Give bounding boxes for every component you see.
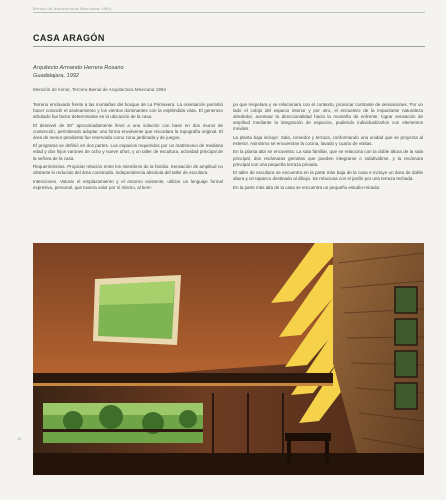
paragraph: Terreno enclavado frente a las montañas del bosque de La Primavera. La orientación permitió hacer coincidir el asoleamiento y los vientos dominantes con la espléndida vista. El generoso arbolado fue factor determinante en la ubicación de la casa. [33, 102, 223, 120]
paragraph: En la planta alta se encuentra: La sala familiar, que se relaciona con la doble altura de la sala principal, dos recámaras gemelas que pueden integrarse o subdividirse, y la recámara principal con una pequeña terraza privada. [233, 149, 423, 167]
architect-name: Arquitecto Armando Herrera Rosano [33, 65, 124, 71]
paragraph: Intenciones. Valorar el emplazamiento y el entorno existente, utilizar un lenguaje formal expresivo, personal, que tuviera valor por sí mismo, al tiem- [33, 178, 223, 190]
interior-photo [33, 243, 424, 475]
right-text-column [233, 102, 423, 193]
page-number: 19 [17, 436, 22, 441]
running-header: Bienal de Arquitectura Mexicana 1994 [33, 6, 112, 11]
paragraph: El desnivel de 30° aproximadamente llevó a una solución con base en dos muros de contención, permitiendo adoptar una forma envolvente que recordara la topografía original. El área de menor pendiente fue reservada como zona jardinada y de juegos. [33, 122, 223, 140]
paragraph: El taller de escultura se encuentra en la parte más baja de la casa e incluye un área de doble altura y un tapanco destinado al dibujo. Se relaciona con el jardín por una terraza techada. [233, 170, 423, 182]
project-location: Guadalajara, 1992 [33, 73, 80, 79]
credits [33, 64, 124, 80]
paragraph: La planta baja incluye: Sala, comedor y terraza, conformando una unidad que se proyecta al exterior. Asimismo se encuentran la cocina, lavado y cuarto de visitas. [233, 134, 423, 146]
paragraph: En la parte más alta de la casa se encuentra un pequeño estudio-mirador. [233, 184, 381, 190]
award-mention: Mención de honor, Tercera Bienal de Arquitectura Mexicana 1994 [33, 87, 166, 92]
paragraph: Requerimientos. Propiciar relación entre los miembros de la familia. Sensación de amplitud no obstante lo reducido del área construida. Independencia absoluta del taller de escultura. [33, 164, 223, 176]
article-title: CASA ARAGÓN [33, 33, 105, 43]
interior-photo-illustration [33, 243, 424, 475]
paragraph: El programa se definió en dos partes. Los espacios requeridos por un matrimonio de mediana edad y dos hijos varones de ocho y nueve años, y un taller de escultura, actividad principal de la señora de la casa. [33, 143, 223, 161]
left-text-column [33, 102, 223, 193]
title-rule [33, 46, 425, 47]
header-rule [33, 12, 425, 13]
paragraph: po que respetara y se relacionara con el contexto, provocar contraste de sensaciones. Por un lado el cobijo del espacio interior y por otro, el encuentro de la impactante naturaleza alrededor, acentuar la direccionalidad hacia la montaña de enfrente, lograr sensación de amplitud mediante la integración de espacios, pudiendo individualizarlos con elementos móviles. [233, 102, 423, 132]
